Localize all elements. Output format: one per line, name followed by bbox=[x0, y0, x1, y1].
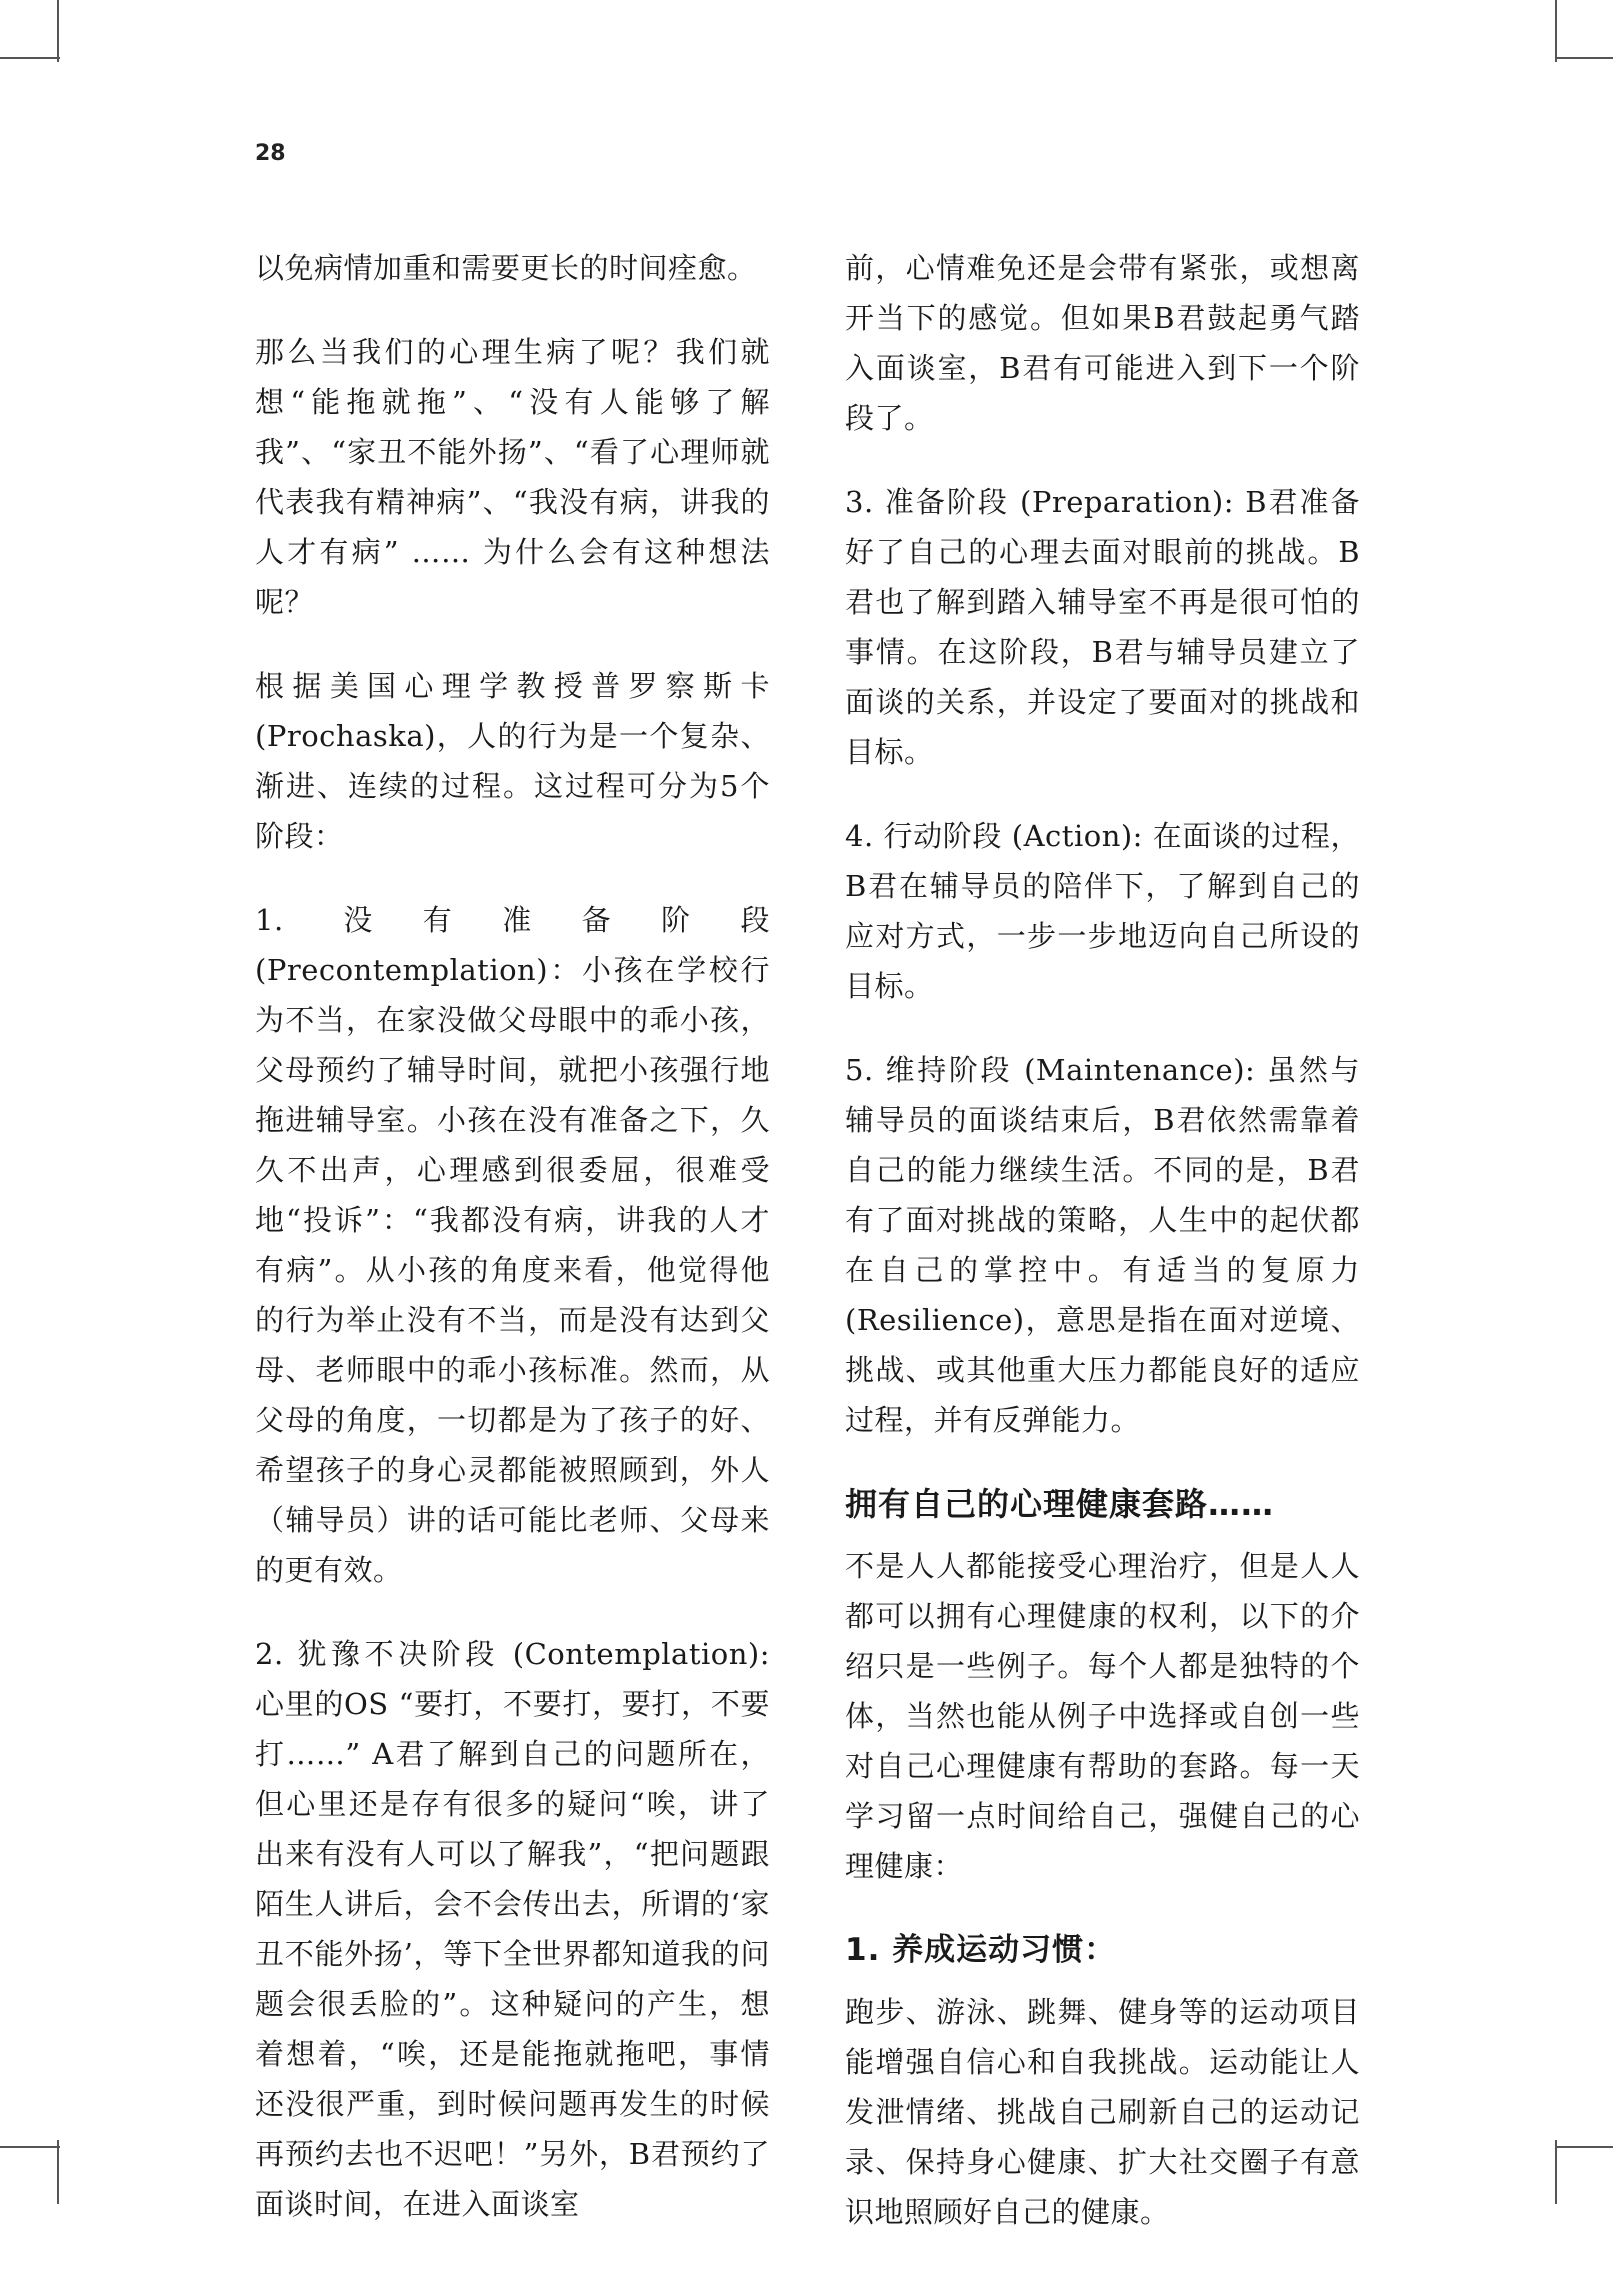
section-heading: 拥有自己的心理健康套路…… bbox=[845, 1485, 1275, 1523]
crop-mark bbox=[57, 0, 59, 62]
paragraph: 前，心情难免还是会带有紧张，或想离开当下的感觉。但如果B君鼓起勇气踏入面谈室，B君有可能进入到下一个阶段了。 bbox=[845, 251, 1360, 435]
paragraph: 不是人人都能接受心理治疗，但是人人都可以拥有心理健康的权利，以下的介绍只是一些例子。每个人都是独特的个体，当然也能从例子中选择或自创一些对自己心理健康有帮助的套路。每一天学习留一点时间给自己，强健自己的心理健康： bbox=[845, 1549, 1360, 1883]
paragraph: 根据美国心理学教授普罗察斯卡(Prochaska)，人的行为是一个复杂、渐进、连续的过程。这过程可分为5个阶段： bbox=[255, 669, 770, 853]
crop-mark bbox=[1555, 0, 1557, 62]
paragraph: 跑步、游泳、跳舞、健身等的运动项目能增强自信心和自我挑战。运动能让人发泄情绪、挑战自己刷新自己的运动记录、保持身心健康、扩大社交圈子有意识地照顾好自己的健康。 bbox=[845, 1995, 1360, 2229]
paragraph: 4. 行动阶段 (Action): 在面谈的过程，B君在辅导员的陪伴下，了解到自己的应对方式，一步一步地迈向自己所设的目标。 bbox=[845, 819, 1360, 1003]
crop-mark bbox=[0, 2146, 60, 2148]
crop-mark bbox=[1555, 2146, 1613, 2148]
paragraph: 5. 维持阶段 (Maintenance): 虽然与辅导员的面谈结束后，B君依然需靠着自己的能力继续生活。不同的是，B君有了面对挑战的策略，人生中的起伏都在自己的掌控中。有适当的复原力 (Resilience)，意思是指在面对逆境、挑战、或其他重大压力都能良好的适应过程，并有反弹能力。 bbox=[845, 1053, 1360, 1437]
subheading: 1. 养成运动习惯： bbox=[845, 1932, 1117, 1968]
crop-mark bbox=[57, 2140, 59, 2204]
right-column bbox=[845, 243, 1360, 2271]
paragraph: 3. 准备阶段 (Preparation): B君准备好了自己的心理去面对眼前的挑战。B君也了解到踏入辅导室不再是很可怕的事情。在这阶段，B君与辅导员建立了面谈的关系，并设定了要面对的挑战和目标。 bbox=[845, 485, 1360, 769]
paragraph: 2. 犹豫不决阶段 (Contemplation): 心里的OS “要打，不要打，要打，不要打……” A君了解到自己的问题所在，但心里还是存有很多的疑问“唉，讲了出来有没有人可以了解我”，“把问题跟陌生人讲后，会不会传出去，所谓的‘家丑不能外扬’，等下全世界都知道我的问题会很丢脸的”。这种疑问的产生，想着想着，“唉，还是能拖就拖吧，事情还没很严重，到时候问题再发生的时候再预约去也不迟吧！”另外，B君预约了面谈时间，在进入面谈室 bbox=[255, 1637, 770, 2221]
paragraph: 1. 没有准备阶段 (Precontemplation)：小孩在学校行为不当，在家没做父母眼中的乖小孩，父母预约了辅导时间，就把小孩强行地拖进辅导室。小孩在没有准备之下，久久不出声，心理感到很委屈，很难受地“投诉”：“我都没有病，讲我的人才有病”。从小孩的角度来看，他觉得他的行为举止没有不当，而是没有达到父母、老师眼中的乖小孩标准。然而，从父母的角度，一切都是为了孩子的好、希望孩子的身心灵都能被照顾到，外人（辅导员）讲的话可能比老师、父母来的更有效。 bbox=[255, 903, 770, 1587]
left-column bbox=[255, 243, 770, 2263]
paragraph: 以免病情加重和需要更长的时间痊愈。 bbox=[255, 251, 757, 285]
paragraph: 那么当我们的心理生病了呢？我们就想“能拖就拖”、“没有人能够了解我”、“家丑不能外扬”、“看了心理师就代表我有精神病”、“我没有病，讲我的人才有病” …… 为什么会有这种想法呢？ bbox=[255, 335, 770, 619]
page-number: 28 bbox=[255, 141, 286, 166]
crop-mark bbox=[1555, 57, 1613, 59]
crop-mark bbox=[0, 57, 60, 59]
crop-mark bbox=[1555, 2140, 1557, 2204]
